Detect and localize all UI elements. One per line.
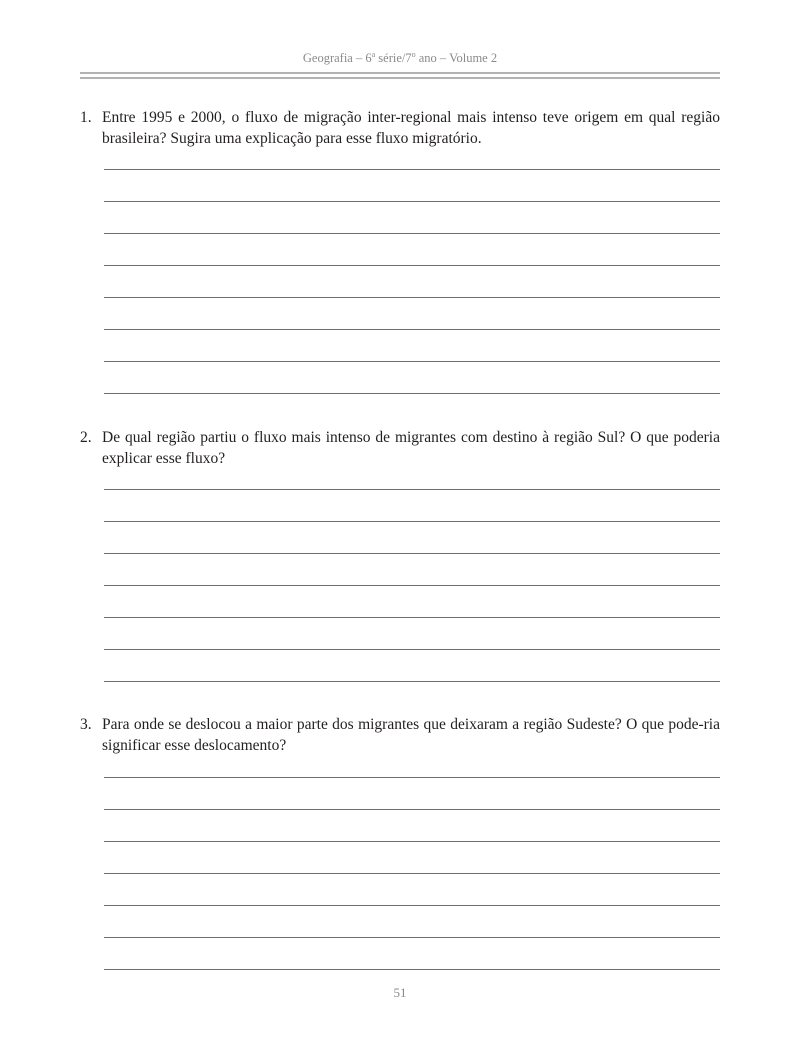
answer-line[interactable] [104,937,720,938]
answer-line[interactable] [104,361,720,362]
header-text-part: série/7 [375,51,412,65]
question-text: De qual região partiu o fluxo mais intenso de migrantes com destino à região Sul? O que poderia explicar esse fluxo? [102,429,720,467]
answer-line[interactable] [104,649,720,650]
question-1 [80,107,720,149]
answer-line[interactable] [104,585,720,586]
question-number: 1. [80,109,92,126]
answer-line[interactable] [104,905,720,906]
answer-line[interactable] [104,873,720,874]
answer-line[interactable] [104,521,720,522]
question-number: 3. [80,716,92,733]
header-divider [80,72,720,74]
header-divider [80,77,720,79]
page-number: 51 [393,985,407,1000]
answer-line[interactable] [104,393,720,394]
answer-line[interactable] [104,617,720,618]
answer-line[interactable] [104,489,720,490]
header-superscript-a: a [371,49,376,59]
header-superscript-o: o [411,49,416,59]
answer-line[interactable] [104,809,720,810]
answer-line[interactable] [104,841,720,842]
answer-line[interactable] [104,233,720,234]
header-text-part: ano – Volume 2 [415,51,498,65]
answer-line[interactable] [104,777,720,778]
answer-line[interactable] [104,553,720,554]
answer-line[interactable] [104,169,720,170]
answer-line[interactable] [104,201,720,202]
question-text: Para onde se deslocou a maior parte dos migrantes que deixaram a região Sudeste? O que pode-ria significar esse deslocamento? [102,716,720,754]
answer-line[interactable] [104,297,720,298]
header-text-part: Geografia – 6 [302,51,372,65]
answer-line[interactable] [104,969,720,970]
answer-line[interactable] [104,329,720,330]
running-header [0,51,800,66]
question-number: 2. [80,429,92,446]
answer-line[interactable] [104,265,720,266]
question-text: Entre 1995 e 2000, o fluxo de migração inter-regional mais intenso teve origem em qual região brasileira? Sugira uma explicação para esse fluxo migratório. [102,109,720,147]
answer-line[interactable] [104,681,720,682]
question-3 [80,714,720,756]
question-2 [80,427,720,469]
